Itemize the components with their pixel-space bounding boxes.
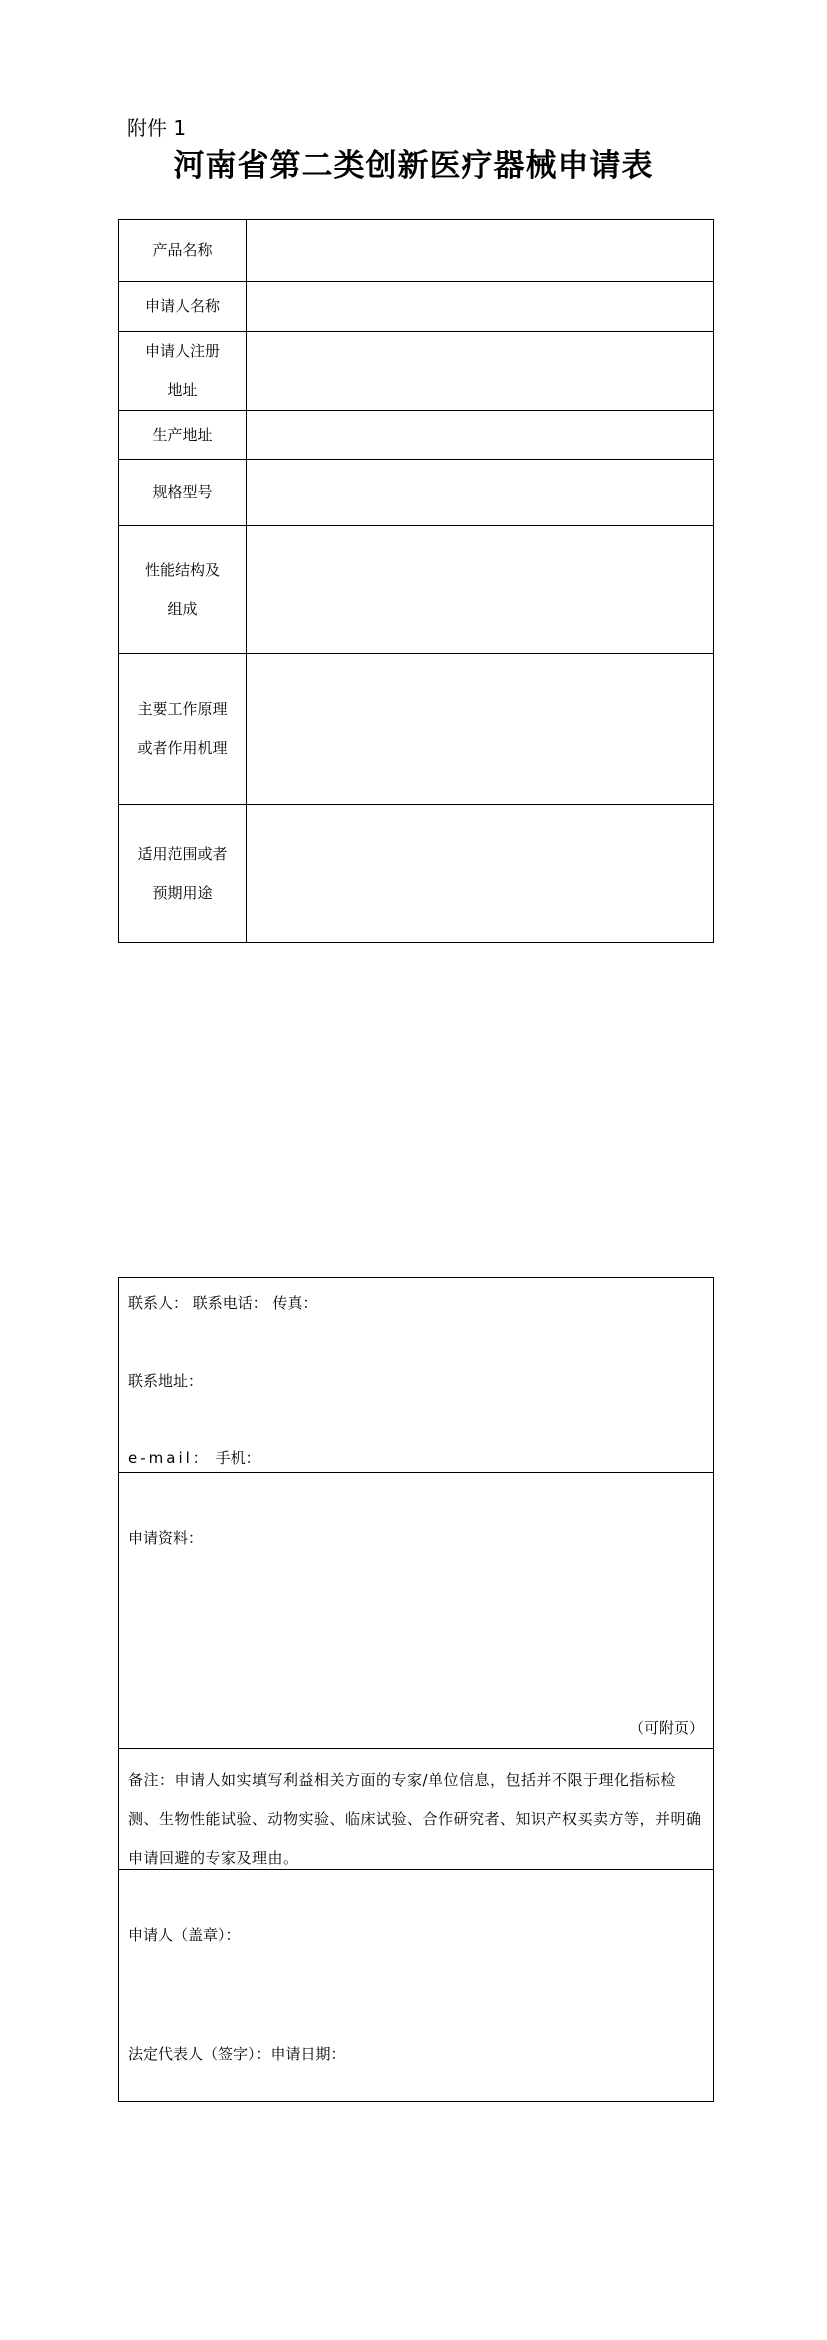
- email-mobile-line: [128, 1447, 261, 1468]
- label-product-name: 产品名称: [119, 220, 247, 282]
- table-row: [119, 332, 714, 411]
- mobile-label: 手机：: [215, 1449, 261, 1467]
- field-structure-composition[interactable]: [247, 526, 714, 654]
- label-production-address: 生产地址: [119, 411, 247, 460]
- field-intended-use[interactable]: [247, 805, 714, 943]
- field-production-address[interactable]: [247, 411, 714, 460]
- materials-section[interactable]: [119, 1472, 713, 1748]
- contact-line: 联系人： 联系电话： 传真：: [128, 1294, 318, 1312]
- field-applicant-name[interactable]: [247, 282, 714, 332]
- materials-label: 申请资料：: [128, 1529, 204, 1547]
- field-working-principle[interactable]: [247, 654, 714, 805]
- table-row: [119, 805, 714, 943]
- applicant-info-block: [118, 1277, 714, 2102]
- contact-section[interactable]: [119, 1278, 713, 1472]
- remarks-text: 备注：申请人如实填写利益相关方面的专家/单位信息，包括并不限于理化指标检测、生物性能试验、动物实验、临床试验、合作研究者、知识产权买卖方等，并明确申请回避的专家及理由。: [128, 1771, 702, 1867]
- product-info-table: [118, 219, 714, 943]
- label-structure-composition: 性能结构及 组成: [119, 526, 247, 654]
- table-row: [119, 282, 714, 332]
- contact-address: 联系地址：: [128, 1372, 204, 1390]
- field-registered-address[interactable]: [247, 332, 714, 411]
- signature-section[interactable]: [119, 1869, 713, 2101]
- label-model-spec: 规格型号: [119, 460, 247, 526]
- table-row: [119, 460, 714, 526]
- attachment-number: 附件 1: [127, 116, 187, 140]
- attachment-note: （可附页）: [628, 1719, 704, 1737]
- label-working-principle: 主要工作原理 或者作用机理: [119, 654, 247, 805]
- applicant-seal-label: 申请人（盖章）：: [128, 1926, 241, 1944]
- label-intended-use: 适用范围或者 预期用途: [119, 805, 247, 943]
- page-title: 河南省第二类创新医疗器械申请表: [173, 148, 654, 184]
- label-applicant-name: 申请人名称: [119, 282, 247, 332]
- table-row: [119, 654, 714, 805]
- table-row: [119, 411, 714, 460]
- table-row: [119, 220, 714, 282]
- email-label: e-mail：: [128, 1449, 211, 1467]
- field-model-spec[interactable]: [247, 460, 714, 526]
- label-registered-address: 申请人注册 地址: [119, 332, 247, 411]
- representative-signature-label: 法定代表人（签字）：申请日期：: [128, 2045, 346, 2063]
- remarks-section: [119, 1748, 713, 1869]
- table-row: [119, 526, 714, 654]
- field-product-name[interactable]: [247, 220, 714, 282]
